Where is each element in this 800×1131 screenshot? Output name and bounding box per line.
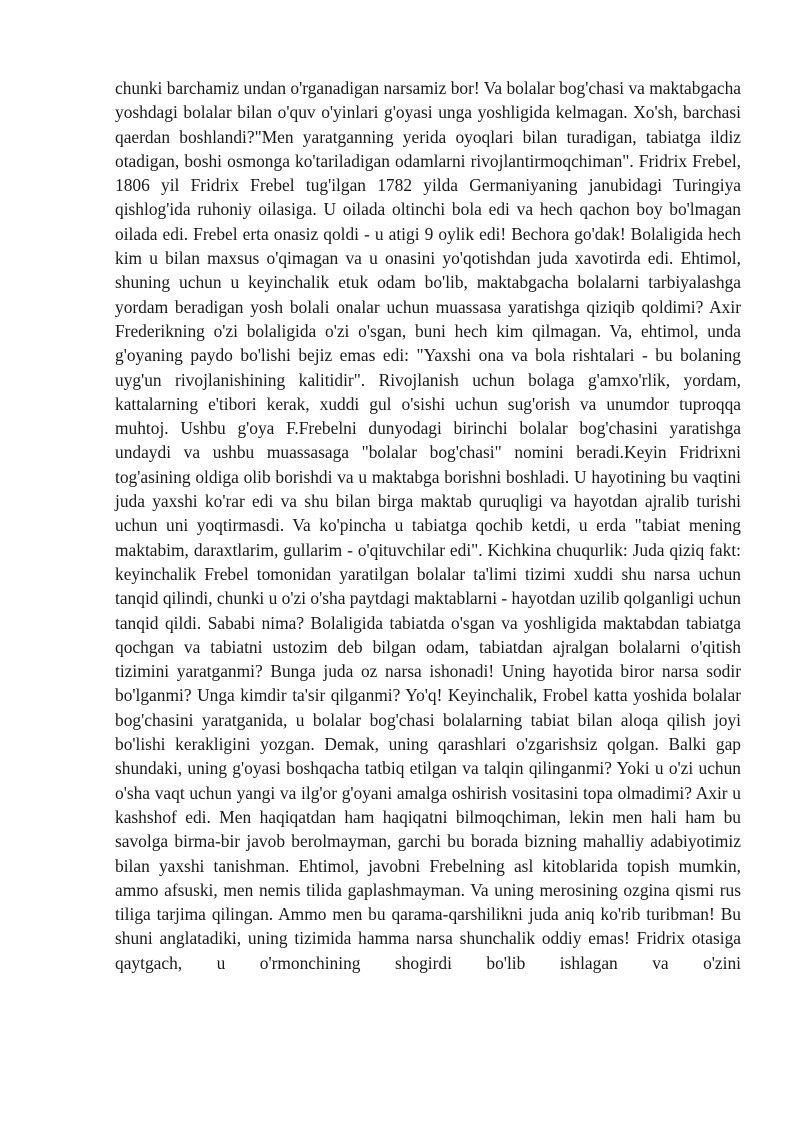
body-paragraph: chunki barchamiz undan o'rganadigan narsamiz bor! Va bolalar bog'chasi va maktabgacha yoshdagi bolalar bilan o'quv o'yinlari g'oyasi unga yoshligida kelmagan. Xo'sh, barchasi qaerdan boshlandi?"Men yaratganning yerida oyoqlari bilan turadigan, tabiatga ildiz otadigan, boshi osmonga ko'tariladigan odamlarni rivojlantirmoqchiman". Fridrix Frebel, 1806 yil Fridrix Frebel tug'ilgan 1782 yilda Germaniyaning janubidagi Turingiya qishlog'ida ruhoniy oilasiga. U oilada oltinchi bola edi va hech qachon boy bo'lmagan oilada edi. Frebel erta onasiz qoldi - u atigi 9 oylik edi! Bechora go'dak! Bolaligida hech kim u bilan maxsus o'qimagan va u onasini yo'qotishdan juda xavotirda edi. Ehtimol, shuning uchun u keyinchalik etuk odam bo'lib, maktabgacha bolalarni tarbiyalashga yordam beradigan yosh bolali onalar uchun muassasa yaratishga qiziqib qoldimi? Axir Frederikning o'zi bolaligida o'zi o'sgan, buni hech kim qilmagan. Va, ehtimol, unda g'oyaning paydo bo'lishi bejiz emas edi: "Yaxshi ona va bola rishtalari - bu bolaning uyg'un rivojlanishining kalitidir". Rivojlanish uchun bolaga g'amxo'rlik, yordam, kattalarning e'tibori kerak, xuddi gul o'sishi uchun sug'orish va unumdor tuproqqa muhtoj. Ushbu g'oya F.Frebelni dunyodagi birinchi bolalar bog'chasini yaratishga undaydi va ushbu muassasaga "bolalar bog'chasi" nomini beradi.Keyin Fridrixni tog'asining oldiga olib borishdi va u maktabga borishni boshladi. U hayotining bu vaqtini juda yaxshi ko'rar edi va shu bilan birga maktab quruqligi va hayotdan ajralib turishi uchun uni yoqtirmasdi. Va ko'pincha u tabiatga qochib ketdi, u erda "tabiat mening maktabim, daraxtlarim, gullarim - o'qituvchilar edi". Kichkina chuqurlik: Juda qiziq fakt: keyinchalik Frebel tomonidan yaratilgan bolalar ta'limi tizimi xuddi shu narsa uchun tanqid qilindi, chunki u o'zi o'sha paytdagi maktablarni - hayotdan uzilib qolganligi uchun tanqid qildi. Sababi nima? Bolaligida tabiatda o'sgan va yoshligida maktabdan tabiatga qochgan va tabiatni ustozim deb bilgan odam, tabiatdan ajralgan bolalarni o'qitish tizimini yaratganmi? Bunga juda oz narsa ishonadi! Uning hayotida biror narsa sodir bo'lganmi? Unga kimdir ta'sir qilganmi? Yo'q! Keyinchalik, Frobel katta yoshida bolalar bog'chasini yaratganida, u bolalar bog'chasi bolalarning tabiat bilan aloqa qilish joyi bo'lishi kerakligini yozgan. Demak, uning qarashlari o'zgarishsiz qolgan. Balki gap shundaki, uning g'oyasi boshqacha tatbiq etilgan va talqin qilinganmi? Yoki u o'zi uchun o'sha vaqt uchun yangi va ilg'or g'oyani amalga oshirish vositasini topa olmadimi? Axir u kashshof edi. Men haqiqatdan ham haqiqatni bilmoqchiman, lekin men hali ham bu savolga birma-bir javob berolmayman, garchi bu borada bizning mahalliy adabiyotimiz bilan yaxshi tanishman. Ehtimol, javobni Frebelning asl kitoblarida topish mumkin, ammo afsuski, men nemis tilida gaplashmayman. Va uning merosining ozgina qismi rus tiliga tarjima qilingan. Ammo men bu qarama-qarshilikni juda aniq ko'rib turibman! Bu shuni anglatadiki, uning tizimida hamma narsa shunchalik oddiy emas! Fridrix otasiga qaytgach, u o'rmonchining shogirdi bo'lib ishlagan va o'zini (115, 78, 741, 973)
